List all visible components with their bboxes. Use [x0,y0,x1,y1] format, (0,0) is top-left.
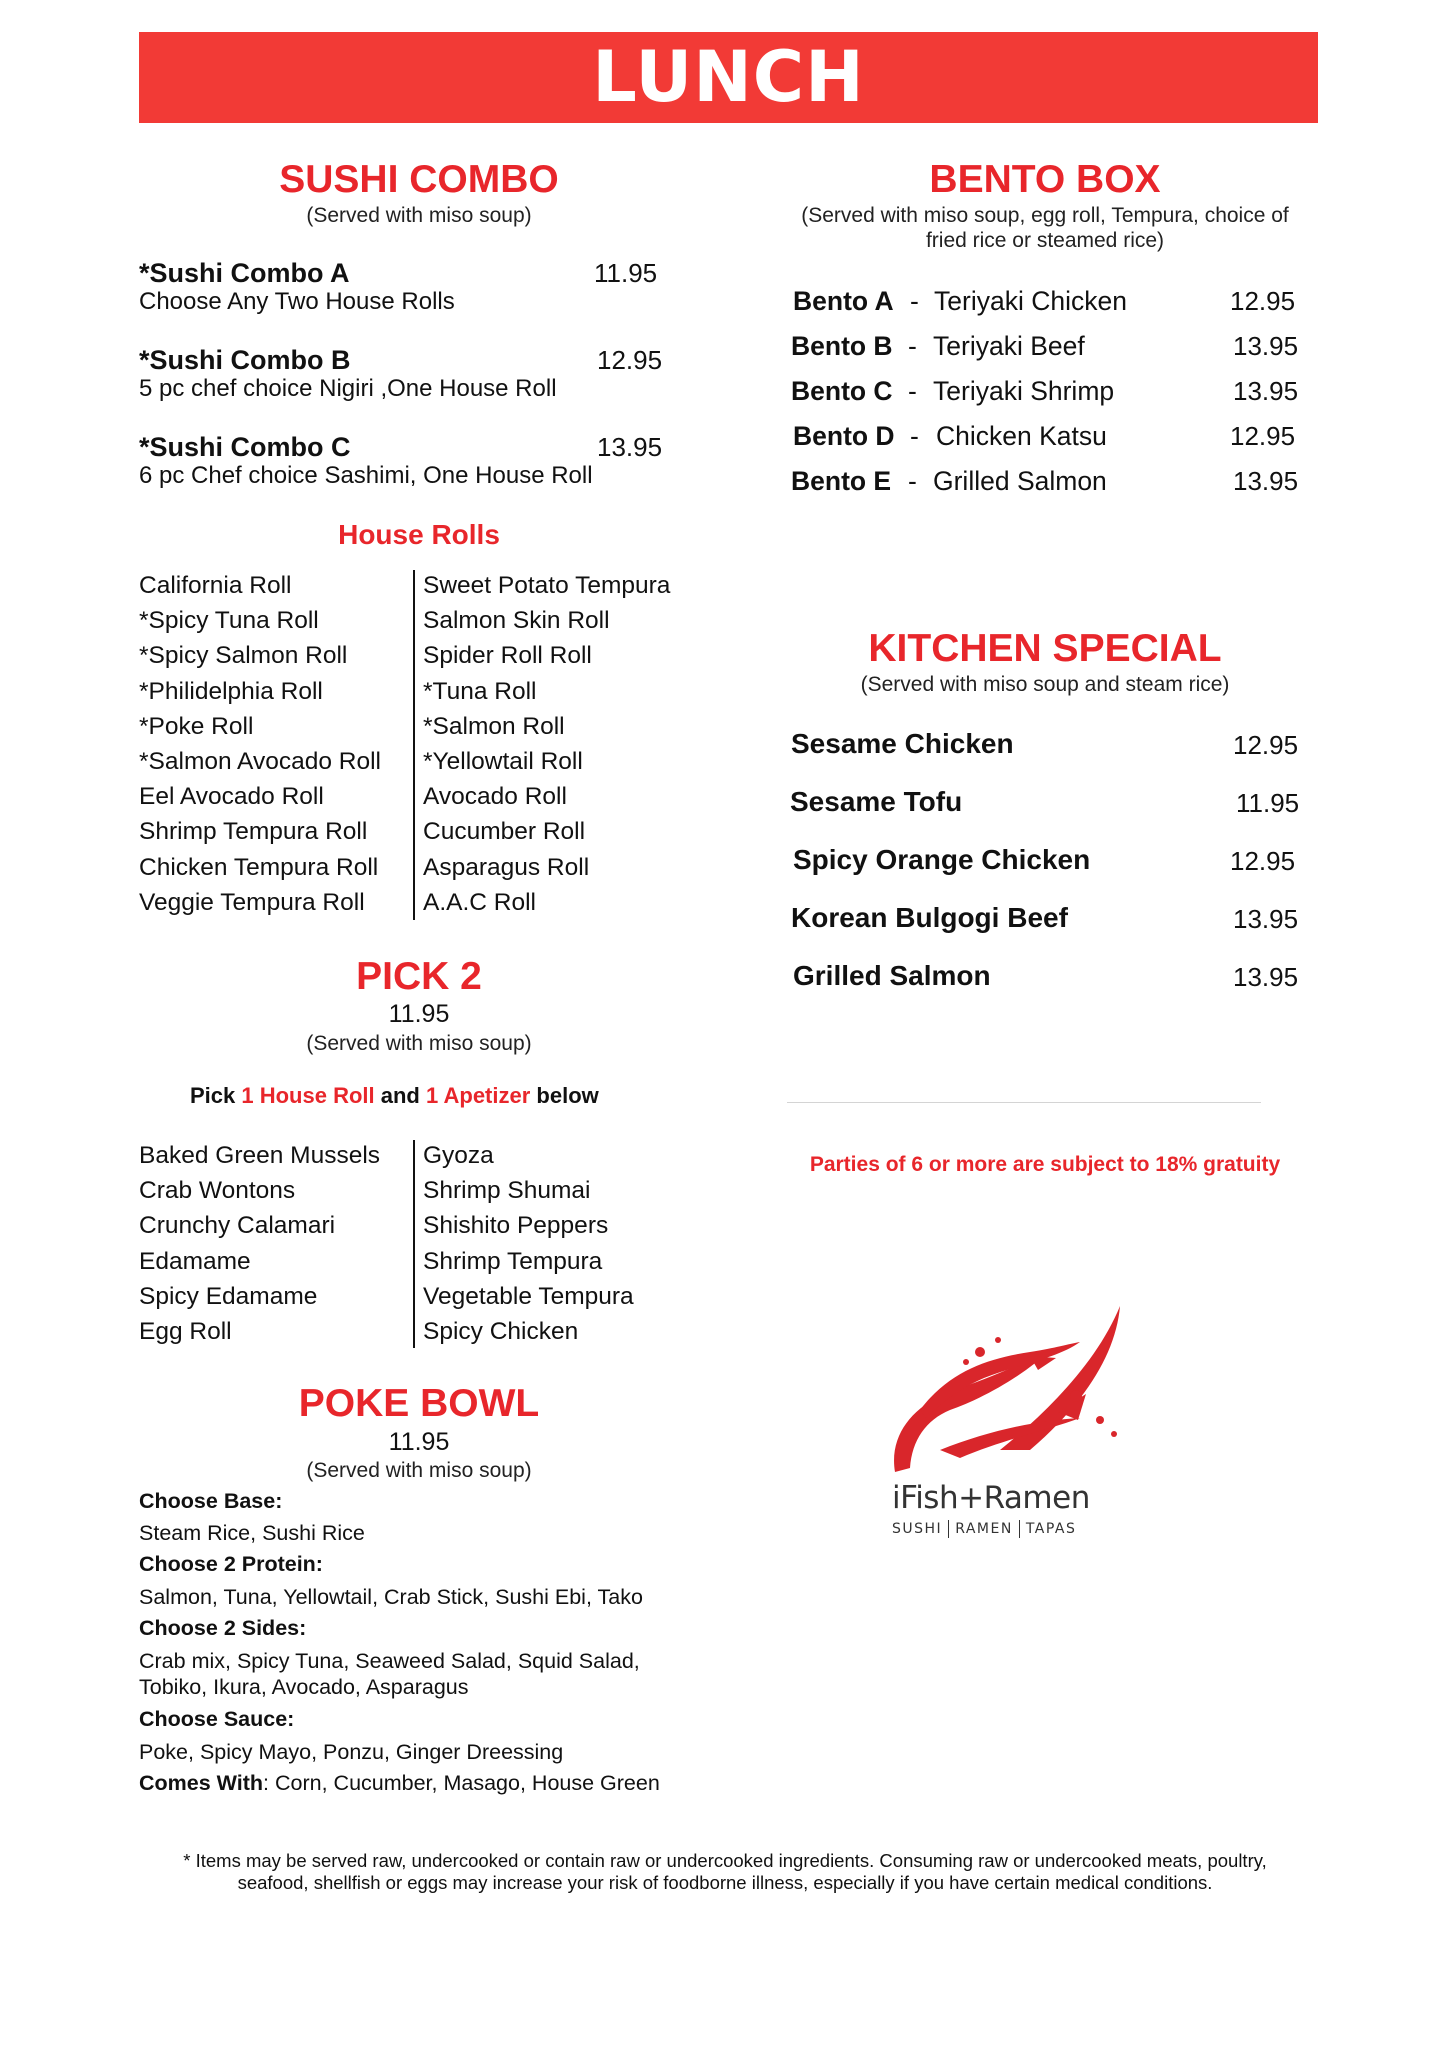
instruction-text: and [374,1083,426,1108]
pick2-subtitle: (Served with miso soup) [306,1032,532,1055]
bento-price: 12.95 [1230,421,1296,451]
list-item: Eel Avocado Roll [139,783,324,811]
combo-c-price: 13.95 [597,432,663,462]
list-item: California Roll [139,572,292,599]
list-item: Spicy Chicken [423,1318,579,1346]
disclaimer-line-2: seafood, shellfish or eggs may increase your risk of foodborne illness, especially if you have certain medical conditions. [237,1872,1213,1893]
logo-tag: TAPAS [1025,1521,1077,1537]
instruction-text: below [530,1083,599,1108]
bento-price: 12.95 [1230,286,1296,316]
list-item [791,466,891,497]
list-item: *Salmon Roll [423,712,565,740]
combo-b-price: 12.95 [597,345,663,375]
bento-separator: - [908,331,917,361]
list-item: Sweet Potato Tempura [423,572,671,599]
sushi-combo-title: SUSHI COMBO [279,158,559,201]
choose-sauce-options: Poke, Spicy Mayo, Ponzu, Ginger Dreessing [139,1740,564,1764]
bento-separator: - [910,286,919,316]
combo-b-name: *Sushi Combo B [139,345,351,375]
list-item: *Tuna Roll [423,677,537,705]
kitchen-price: 11.95 [1236,788,1300,818]
list-item: Grilled Salmon [793,960,991,991]
list-item: Salmon Skin Roll [423,607,610,635]
list-item: Veggie Tempura Roll [139,888,365,916]
poke-bowl-title: POKE BOWL [298,1382,540,1425]
logo-tag: RAMEN [955,1521,1013,1537]
list-item: Korean Bulgogi Beef [791,902,1068,933]
list-item: Shrimp Shumai [423,1177,591,1205]
bento-price: 13.95 [1233,376,1299,406]
list-item: Spicy Edamame [139,1282,318,1310]
combo-c-desc: 6 pc Chef choice Sashimi, One House Roll [139,462,593,489]
fish-brush-icon [880,1300,1180,1480]
pick2-right-list [423,1138,634,1349]
bento-code: Bento B [791,331,893,361]
pick2-title: PICK 2 [356,955,482,998]
house-rolls-title: House Rolls [338,519,500,550]
list-item: Shishito Peppers [423,1212,609,1240]
list-item: Baked Green Mussels [139,1142,381,1169]
list-item: Sesame Chicken [791,728,1014,759]
bento-code: Bento A [793,286,894,316]
bento-box-subtitle-2: fried rice or steamed rice) [925,229,1165,252]
disclaimer-line-1: * Items may be served raw, undercooked or contain raw or undercooked ingredients. Consuming raw or undercooked meats, poultry, [183,1850,1267,1871]
comes-with-items: : Corn, Cucumber, Masago, House Green [263,1771,660,1795]
pick2-left-list [139,1138,380,1349]
bento-price: 13.95 [1233,466,1299,496]
list-item: Spicy Orange Chicken [793,844,1091,875]
list-item: Spider Roll Roll [423,642,592,670]
list-item: Egg Roll [139,1318,232,1346]
logo-tag: SUSHI [892,1521,943,1537]
bento-code: Bento D [793,421,895,451]
house-rolls-left-list [139,568,381,920]
poke-bowl-price: 11.95 [388,1428,450,1456]
combo-a-name: *Sushi Combo A [139,258,350,288]
disclaimer [80,1850,1370,1894]
kitchen-special-subtitle: (Served with miso soup and steam rice) [860,673,1230,696]
gratuity-note: Parties of 6 or more are subject to 18% gratuity [809,1153,1281,1176]
bento-name: Grilled Salmon [933,466,1107,496]
bento-code: Bento C [791,376,893,406]
kitchen-price: 12.95 [1233,730,1299,760]
ifish-ramen-logo [880,1300,1180,1540]
list-item: Chicken Tempura Roll [139,853,379,881]
pick2-price: 11.95 [388,1000,450,1028]
bento-box-subtitle-1: (Served with miso soup, egg roll, Tempura, choice of [801,204,1289,227]
list-item: Shrimp Tempura [423,1247,603,1275]
combo-b-desc: 5 pc chef choice Nigiri ,One House Roll [139,375,557,402]
pick2-divider [413,1140,415,1348]
list-item [793,421,895,452]
combo-a-price: 11.95 [594,258,658,288]
list-item: *Poke Roll [139,712,254,740]
bento-box-title: BENTO BOX [929,158,1161,201]
bento-name: Teriyaki Beef [933,331,1085,361]
choose-sides-options-1: Crab mix, Spicy Tuna, Seaweed Salad, Squid Salad, [139,1649,640,1673]
instruction-apetizer: 1 Apetizer [425,1083,531,1108]
list-item: Edamame [139,1247,251,1275]
list-item [793,286,894,317]
choose-base-options: Steam Rice, Sushi Rice [139,1521,365,1545]
choose-sides-label: Choose 2 Sides: [139,1616,307,1640]
list-item: *Yellowtail Roll [423,748,583,776]
list-item: *Spicy Salmon Roll [139,642,348,670]
bento-name: Teriyaki Chicken [934,286,1127,316]
choose-protein-options: Salmon, Tuna, Yellowtail, Crab Stick, Sushi Ebi, Tako [139,1585,643,1609]
kitchen-price: 13.95 [1233,962,1299,992]
choose-protein-label: Choose 2 Protein: [139,1552,323,1576]
lunch-banner: LUNCH [139,32,1318,123]
list-item: Vegetable Tempura [423,1282,634,1310]
bento-separator: - [908,376,917,406]
kitchen-special-title: KITCHEN SPECIAL [868,627,1222,670]
list-item: Cucumber Roll [423,818,586,846]
bento-name: Teriyaki Shrimp [933,376,1115,406]
bento-price: 13.95 [1233,331,1299,361]
combo-c-name: *Sushi Combo C [139,432,351,462]
bento-code: Bento E [791,466,892,496]
instruction-text: Pick [190,1083,242,1108]
list-item: Asparagus Roll [423,853,590,881]
list-item: Shrimp Tempura Roll [139,818,368,846]
bento-name: Chicken Katsu [936,421,1107,451]
combo-a-desc: Choose Any Two House Rolls [139,288,455,315]
list-item: *Spicy Tuna Roll [139,607,319,635]
logo-wordmark: iFish+Ramen [892,1480,1090,1516]
logo-tagline [892,1520,1076,1538]
list-item: Crunchy Calamari [139,1212,336,1240]
instruction-house-roll: 1 House Roll [241,1083,375,1108]
list-item: A.A.C Roll [423,888,537,916]
bento-separator: - [910,421,919,451]
choose-base-label: Choose Base: [139,1489,283,1513]
choose-sauce-label: Choose Sauce: [139,1707,295,1731]
divider-line [787,1102,1261,1103]
list-item: *Salmon Avocado Roll [139,748,381,776]
list-item [791,376,893,407]
house-rolls-divider [413,570,415,920]
list-item: Gyoza [423,1142,494,1169]
list-item: Sesame Tofu [790,786,963,817]
list-item: Avocado Roll [423,783,567,811]
list-item [791,331,893,362]
poke-bowl-subtitle: (Served with miso soup) [306,1459,532,1482]
comes-with-label: Comes With [139,1771,264,1795]
house-rolls-right-list [423,568,670,920]
pick2-instruction [190,1083,599,1109]
sushi-combo-subtitle: (Served with miso soup) [306,204,532,227]
list-item: *Philidelphia Roll [139,677,323,705]
kitchen-price: 13.95 [1233,904,1299,934]
choose-sides-options-2: Tobiko, Ikura, Avocado, Asparagus [139,1675,469,1699]
bento-separator: - [908,466,917,496]
kitchen-price: 12.95 [1230,846,1296,876]
list-item: Crab Wontons [139,1177,296,1205]
